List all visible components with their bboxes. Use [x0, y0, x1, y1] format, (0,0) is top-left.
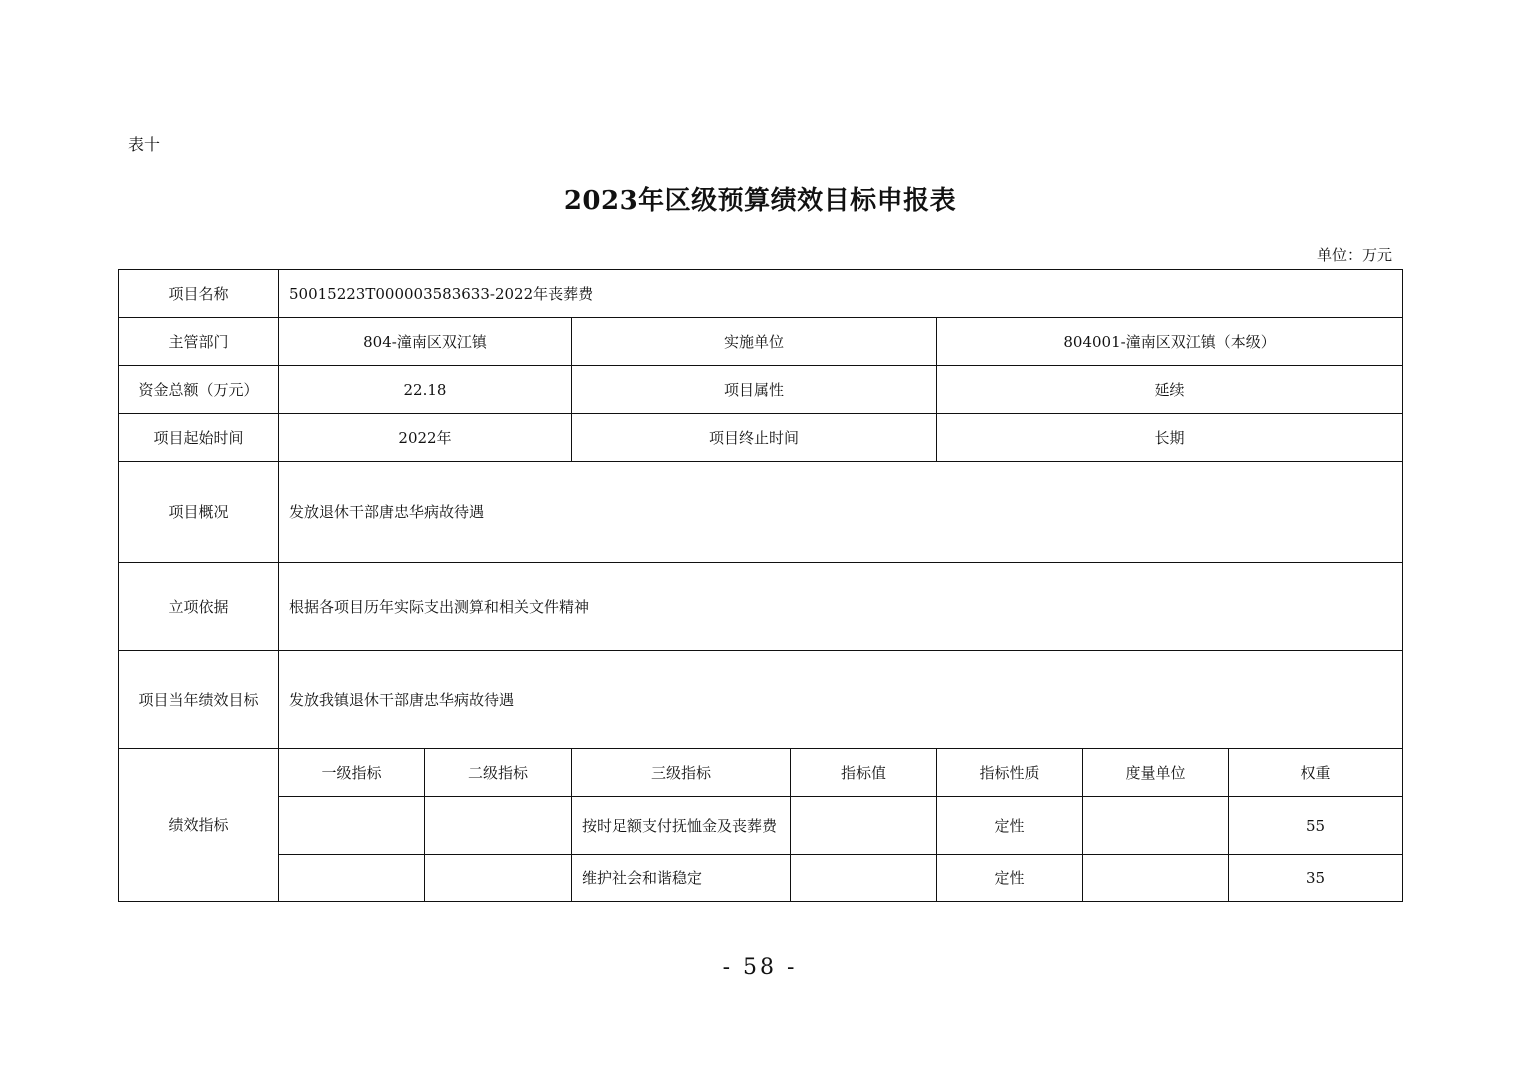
- goal-value: 发放我镇退休干部唐忠华病故待遇: [279, 651, 1403, 749]
- row-goal: [119, 651, 1403, 749]
- header-weight: 权重: [1229, 749, 1403, 797]
- end-value: 长期: [937, 414, 1403, 462]
- header-value: 指标值: [791, 749, 937, 797]
- header-unit: 度量单位: [1083, 749, 1229, 797]
- indicator-header-row: [119, 749, 1403, 797]
- table-row: [119, 855, 1403, 902]
- header-level1: 一级指标: [279, 749, 425, 797]
- basis-label: 立项依据: [119, 563, 279, 651]
- attr-label: 项目属性: [572, 366, 937, 414]
- end-label: 项目终止时间: [572, 414, 937, 462]
- header-level2: 二级指标: [425, 749, 572, 797]
- cell-level2: [425, 855, 572, 902]
- basis-value: 根据各项目历年实际支出测算和相关文件精神: [279, 563, 1403, 651]
- cell-level2: [425, 797, 572, 855]
- table-row: [119, 797, 1403, 855]
- cell-nature: 定性: [937, 855, 1083, 902]
- goal-label: 项目当年绩效目标: [119, 651, 279, 749]
- impl-unit-label: 实施单位: [572, 318, 937, 366]
- cell-weight: 35: [1229, 855, 1403, 902]
- row-basis: [119, 563, 1403, 651]
- start-value: 2022年: [279, 414, 572, 462]
- project-name-value: 50015223T000003583633-2022年丧葬费: [279, 270, 1403, 318]
- table-label: 表十: [128, 135, 161, 154]
- impl-unit-value: 804001-潼南区双江镇（本级）: [937, 318, 1403, 366]
- attr-value: 延续: [937, 366, 1403, 414]
- cell-unit: [1083, 855, 1229, 902]
- fund-label: 资金总额（万元）: [119, 366, 279, 414]
- row-department: [119, 318, 1403, 366]
- row-project-name: [119, 270, 1403, 318]
- cell-level3: 按时足额支付抚恤金及丧葬费: [572, 797, 791, 855]
- row-fund: [119, 366, 1403, 414]
- dept-label: 主管部门: [119, 318, 279, 366]
- row-overview: [119, 462, 1403, 563]
- row-period: [119, 414, 1403, 462]
- dept-value: 804-潼南区双江镇: [279, 318, 572, 366]
- start-label: 项目起始时间: [119, 414, 279, 462]
- unit-note: 单位：万元: [1316, 246, 1392, 264]
- fund-value: 22.18: [279, 366, 572, 414]
- budget-goal-table: [118, 269, 1403, 902]
- cell-level1: [279, 855, 425, 902]
- cell-value: [791, 855, 937, 902]
- header-nature: 指标性质: [937, 749, 1083, 797]
- cell-nature: 定性: [937, 797, 1083, 855]
- cell-value: [791, 797, 937, 855]
- overview-value: 发放退休干部唐忠华病故待遇: [279, 462, 1403, 563]
- header-level3: 三级指标: [572, 749, 791, 797]
- page-title: 2023年区级预算绩效目标申报表: [563, 186, 957, 216]
- cell-level3: 维护社会和谐稳定: [572, 855, 791, 902]
- indicators-section-label: 绩效指标: [119, 749, 279, 902]
- overview-label: 项目概况: [119, 462, 279, 563]
- cell-unit: [1083, 797, 1229, 855]
- page-number: - 58 -: [722, 955, 798, 980]
- cell-weight: 55: [1229, 797, 1403, 855]
- project-name-label: 项目名称: [119, 270, 279, 318]
- cell-level1: [279, 797, 425, 855]
